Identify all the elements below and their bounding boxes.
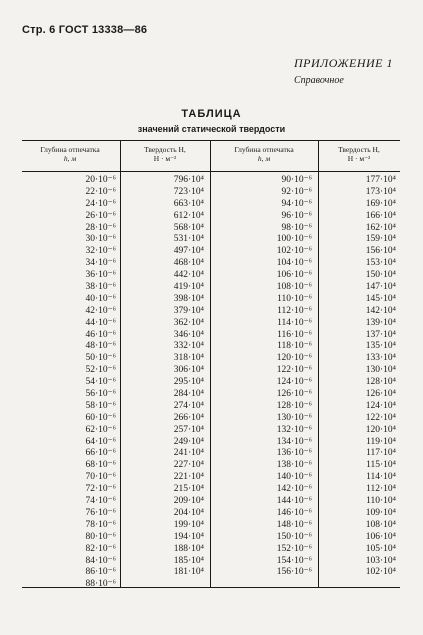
table-cell: 114·10⁴ [366,472,396,483]
table-cell: 80·10⁻⁶ [85,531,116,542]
header-hardness-label: Твердость H, [338,145,380,154]
table-cell: 108·10⁴ [365,519,396,530]
table-cell: 346·10⁴ [173,329,204,340]
table-header-row [22,141,400,172]
table-cell: 106·10⁴ [365,531,396,542]
table-cell: 48·10⁻⁶ [85,341,116,352]
table-cell: 24·10⁻⁶ [85,198,116,209]
table-cell: 362·10⁴ [173,317,204,328]
table-cell: 194·10⁴ [173,531,204,542]
table-cell: 295·10⁴ [173,377,204,388]
table-cell: 137·10⁴ [365,329,396,340]
table-cell: 159·10⁴ [365,234,396,245]
table-cell: 185·10⁴ [173,555,204,566]
table-cell: 70·10⁻⁶ [85,472,116,483]
table-cell: 66·10⁻⁶ [85,448,116,459]
table-cell: 82·10⁻⁶ [85,543,116,554]
table-cell: 257·10⁴ [173,424,204,435]
table-cell: 26·10⁻⁶ [85,210,116,221]
table-cell: 105·10⁴ [365,543,396,554]
table-cell: 90·10⁻⁶ [281,175,312,185]
table-cell: 209·10⁴ [173,496,204,507]
table-cell: 150·10⁻⁶ [276,531,312,542]
table-title: ТАБЛИЦА [181,108,242,120]
table-cell: 84·10⁻⁶ [85,555,116,566]
table-cell: 100·10⁻⁶ [276,234,312,245]
table-cell: 166·10⁴ [365,210,396,221]
table-cell: 22·10⁻⁶ [85,186,116,197]
page-header: Стр. 6 ГОСТ 13338—86 [22,24,148,36]
table-cell: 115·10⁴ [366,460,396,471]
table-cell: 128·10⁻⁶ [276,400,312,411]
table-cell: 109·10⁴ [365,507,396,518]
table-cell: 332·10⁴ [173,341,204,352]
table-cell: 138·10⁻⁶ [276,460,312,471]
table-cell: 44·10⁻⁶ [85,317,116,328]
table-cell: 120·10⁻⁶ [276,353,312,364]
table-cell: 122·10⁴ [365,412,396,423]
table-cell: 112·10⁴ [366,484,396,495]
table-cell: 468·10⁴ [173,258,204,269]
table-cell: 124·10⁻⁶ [276,377,312,388]
column-divider [120,141,121,587]
table-cell: 215·10⁴ [173,484,204,495]
table-cell: 108·10⁻⁶ [276,282,312,293]
table-cell: 42·10⁻⁶ [85,305,116,316]
table-cell: 146·10⁻⁶ [276,507,312,518]
table-cell: 156·10⁴ [365,246,396,257]
table-cell: 126·10⁴ [365,389,396,400]
table-cell: 119·10⁴ [366,436,396,447]
table-cell: 139·10⁴ [365,317,396,328]
table-cell: 122·10⁻⁶ [276,365,312,376]
table-cell: 154·10⁻⁶ [276,555,312,566]
table-cell: 112·10⁻⁶ [277,305,312,316]
table-cell: 145·10⁴ [365,293,396,304]
header-hardness-1 [122,145,208,163]
header-depth-label: Глубина отпечатка [40,145,100,154]
table-cell: 117·10⁴ [366,448,396,459]
table-cell: 132·10⁻⁶ [276,424,312,435]
table-cell: 249·10⁴ [173,436,204,447]
header-depth-unit: h, м [63,154,77,163]
table-cell: 46·10⁻⁶ [85,329,116,340]
header-depth-1 [22,145,118,163]
table-cell: 28·10⁻⁶ [85,222,116,233]
table-cell: 796·10⁴ [173,175,204,185]
table-cell: 30·10⁻⁶ [85,234,116,245]
table-cell: 88·10⁻⁶ [85,579,116,590]
table-cell: 20·10⁻⁶ [85,175,116,185]
table-cell: 50·10⁻⁶ [85,353,116,364]
column-divider [318,141,319,587]
hardness-table [22,140,400,588]
column-hardness-1 [122,175,204,579]
table-cell: 152·10⁻⁶ [276,543,312,554]
table-cell: 60·10⁻⁶ [85,412,116,423]
header-depth-2 [212,145,316,163]
appendix-title: ПРИЛОЖЕНИЕ 1 [294,56,393,70]
table-cell: 181·10⁴ [173,567,204,578]
table-cell: 36·10⁻⁶ [85,270,116,281]
table-cell: 419·10⁴ [173,282,204,293]
table-cell: 150·10⁴ [365,270,396,281]
table-cell: 78·10⁻⁶ [85,519,116,530]
header-depth-unit: h, м [257,154,271,163]
table-cell: 318·10⁴ [173,353,204,364]
table-cell: 266·10⁴ [173,412,204,423]
table-cell: 147·10⁴ [365,282,396,293]
table-cell: 442·10⁴ [173,270,204,281]
table-cell: 153·10⁴ [365,258,396,269]
table-cell: 134·10⁻⁶ [276,436,312,447]
table-cell: 34·10⁻⁶ [85,258,116,269]
table-cell: 227·10⁴ [173,460,204,471]
appendix-label [294,56,393,86]
table-cell: 144·10⁻⁶ [276,496,312,507]
table-cell: 120·10⁴ [365,424,396,435]
table-cell: 102·10⁻⁶ [276,246,312,257]
header-hardness-label: Твердость H, [144,145,186,154]
table-cell: 221·10⁴ [173,472,204,483]
table-cell: 723·10⁴ [173,186,204,197]
table-cell: 531·10⁴ [173,234,204,245]
table-cell: 126·10⁻⁶ [276,389,312,400]
table-cell: 663·10⁴ [173,198,204,209]
table-cell: 62·10⁻⁶ [85,424,116,435]
table-cell: 114·10⁻⁶ [277,317,312,328]
table-subtitle: значений статической твердости [137,124,286,134]
table-cell: 96·10⁻⁶ [281,210,312,221]
table-cell: 58·10⁻⁶ [85,400,116,411]
table-cell: 142·10⁴ [365,305,396,316]
table-cell: 169·10⁴ [365,198,396,209]
table-cell: 274·10⁴ [173,400,204,411]
table-cell: 56·10⁻⁶ [85,389,116,400]
table-cell: 612·10⁴ [173,210,204,221]
table-cell: 103·10⁴ [365,555,396,566]
table-cell: 284·10⁴ [173,389,204,400]
table-cell: 156·10⁻⁶ [276,567,312,578]
table-cell: 199·10⁴ [173,519,204,530]
table-cell: 110·10⁴ [366,496,396,507]
table-cell: 102·10⁴ [365,567,396,578]
table-cell: 104·10⁻⁶ [276,258,312,269]
table-cell: 398·10⁴ [173,293,204,304]
table-cell: 142·10⁻⁶ [276,484,312,495]
table-cell: 128·10⁴ [365,377,396,388]
table-cell: 130·10⁻⁶ [276,412,312,423]
table-cell: 110·10⁻⁶ [277,293,312,304]
table-cell: 106·10⁻⁶ [276,270,312,281]
appendix-subtitle: Справочное [294,75,344,86]
table-cell: 497·10⁴ [173,246,204,257]
table-cell: 38·10⁻⁶ [85,282,116,293]
table-cell: 76·10⁻⁶ [85,507,116,518]
table-cell: 188·10⁴ [173,543,204,554]
table-cell: 124·10⁴ [365,400,396,411]
table-cell: 162·10⁴ [365,222,396,233]
table-cell: 86·10⁻⁶ [85,567,116,578]
table-cell: 148·10⁻⁶ [276,519,312,530]
table-cell: 140·10⁻⁶ [276,472,312,483]
table-cell: 136·10⁻⁶ [276,448,312,459]
table-cell: 130·10⁴ [365,365,396,376]
table-cell: 72·10⁻⁶ [85,484,116,495]
column-depth-1 [22,175,116,591]
table-cell: 68·10⁻⁶ [85,460,116,471]
table-cell: 52·10⁻⁶ [85,365,116,376]
table-cell: 379·10⁴ [173,305,204,316]
table-cell: 177·10⁴ [365,175,396,185]
header-hardness-unit: Н · м⁻² [347,154,371,163]
table-cell: 133·10⁴ [365,353,396,364]
header-depth-label: Глубина отпечатка [234,145,294,154]
table-cell: 32·10⁻⁶ [85,246,116,257]
table-cell: 98·10⁻⁶ [281,222,312,233]
table-cell: 568·10⁴ [173,222,204,233]
header-hardness-2 [318,145,400,163]
column-depth-2 [204,175,312,579]
table-cell: 118·10⁻⁶ [277,341,312,352]
table-cell: 54·10⁻⁶ [85,377,116,388]
table-cell: 40·10⁻⁶ [85,293,116,304]
table-cell: 94·10⁻⁶ [281,198,312,209]
table-cell: 173·10⁴ [365,186,396,197]
column-hardness-2 [320,175,396,579]
table-cell: 241·10⁴ [173,448,204,459]
header-hardness-unit: Н · м⁻² [153,154,177,163]
table-cell: 116·10⁻⁶ [277,329,312,340]
table-cell: 135·10⁴ [365,341,396,352]
table-cell: 204·10⁴ [173,507,204,518]
table-cell: 74·10⁻⁶ [85,496,116,507]
table-cell: 306·10⁴ [173,365,204,376]
table-cell: 64·10⁻⁶ [85,436,116,447]
table-cell: 92·10⁻⁶ [281,186,312,197]
